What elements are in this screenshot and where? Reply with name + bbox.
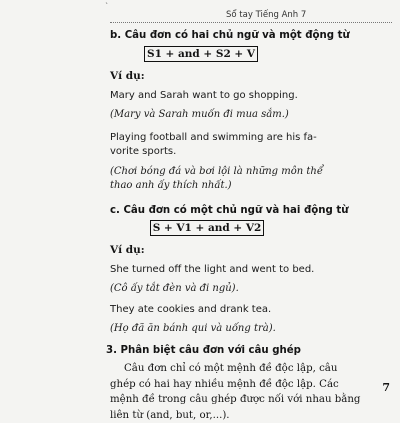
paragraph-line: ghép có hai hay nhiều mệnh đề độc lập. Các — [110, 377, 392, 393]
section-c-formula: S + V1 + and + V2 — [150, 220, 264, 236]
example-sentence: Playing football and swimming are his fa- — [110, 132, 317, 143]
section-3-paragraph — [110, 361, 392, 423]
example-translation: (Mary và Sarah muốn đi mua sắm.) — [110, 109, 289, 120]
example-sentence: Mary and Sarah want to go shopping. — [110, 90, 298, 101]
page-header — [114, 10, 390, 20]
running-title: Sổ tay Tiếng Anh 7 — [226, 10, 306, 20]
example-translation: thao anh ấy thích nhất.) — [110, 180, 232, 191]
section-b-heading: b. Câu đơn có hai chủ ngữ và một động từ — [110, 30, 350, 41]
page-number: 7 — [382, 381, 390, 394]
section-c-example-label: Ví dụ: — [110, 244, 145, 256]
corner-mark: ` — [105, 2, 109, 11]
section-c-heading: c. Câu đơn có một chủ ngữ và hai động từ — [110, 205, 348, 216]
example-translation: (Họ đã ăn bánh qui và uống trà). — [110, 323, 276, 334]
paragraph-line: Câu đơn chỉ có một mệnh đề độc lập, câu — [110, 361, 392, 377]
example-translation: (Chơi bóng đá và bơi lội là những môn thể — [110, 166, 323, 177]
paragraph-line: mệnh đề trong câu ghép được nối với nhau bằng — [110, 392, 392, 408]
example-translation: (Cô ấy tắt đèn và đi ngủ). — [110, 283, 239, 294]
section-3-heading: 3. Phân biệt câu đơn với câu ghép — [106, 345, 301, 356]
section-b-example-label: Ví dụ: — [110, 70, 145, 82]
header-divider — [110, 22, 392, 23]
section-b-formula: S1 + and + S2 + V — [144, 46, 258, 62]
paragraph-line: liên từ (and, but, or,...). — [110, 408, 392, 423]
example-sentence: vorite sports. — [110, 146, 176, 157]
example-sentence: They ate cookies and drank tea. — [110, 304, 271, 315]
example-sentence: She turned off the light and went to bed. — [110, 264, 314, 275]
